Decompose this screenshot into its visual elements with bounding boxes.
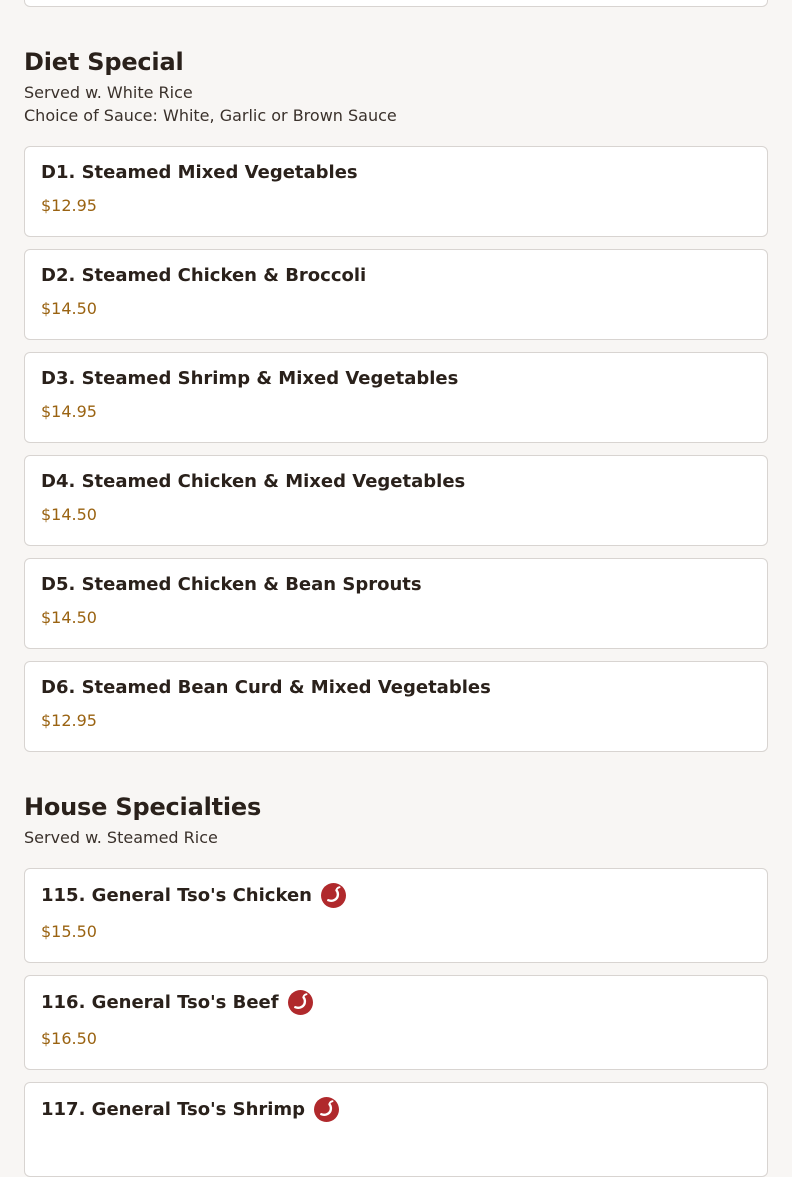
- spicy-pepper-icon: [314, 1097, 339, 1122]
- menu-item-card[interactable]: [24, 146, 768, 237]
- menu-item-card[interactable]: [24, 249, 768, 340]
- menu-item-card[interactable]: [24, 868, 768, 963]
- section-title: Diet Special: [24, 48, 184, 76]
- menu-item-card[interactable]: [24, 352, 768, 443]
- section-note: Choice of Sauce: White, Garlic or Brown Sauce: [24, 106, 397, 125]
- spicy-pepper-icon: [288, 990, 313, 1015]
- menu-item-name-row: [41, 883, 751, 908]
- section-note: Served w. Steamed Rice: [24, 828, 218, 847]
- menu-item-name: 117. General Tso's Shrimp: [41, 1098, 306, 1120]
- menu-item-price: $14.50: [41, 299, 97, 318]
- diet-special-section-header: [24, 47, 768, 127]
- menu-item-price: $15.50: [41, 922, 97, 941]
- menu-item-name: D3. Steamed Shrimp & Mixed Vegetables: [41, 368, 459, 389]
- menu-item-name: D5. Steamed Chicken & Bean Sprouts: [41, 574, 422, 595]
- menu-item-price: $16.50: [41, 1029, 97, 1048]
- menu-item-name: 116. General Tso's Beef: [41, 991, 279, 1013]
- section-title: House Specialties: [24, 793, 262, 821]
- menu-item-card[interactable]: [24, 455, 768, 546]
- menu-item-price: $14.95: [41, 402, 97, 421]
- spicy-pepper-icon: [321, 883, 346, 908]
- menu-item-card[interactable]: [24, 558, 768, 649]
- menu-item-card[interactable]: [24, 661, 768, 752]
- menu-item-price: $12.95: [41, 711, 97, 730]
- menu-item-name: D1. Steamed Mixed Vegetables: [41, 162, 358, 183]
- menu-item-name: D2. Steamed Chicken & Broccoli: [41, 265, 367, 286]
- menu-item-name-row: [41, 990, 751, 1015]
- menu-item-price: $14.50: [41, 505, 97, 524]
- menu-item-price: $14.50: [41, 608, 97, 627]
- menu-item-price: $12.95: [41, 196, 97, 215]
- previous-menu-item-card[interactable]: [24, 0, 768, 7]
- menu-item-name-row: [41, 1097, 751, 1122]
- house-specialties-section-header: [24, 792, 768, 849]
- menu-item-card[interactable]: [24, 1082, 768, 1177]
- menu-item-name: D4. Steamed Chicken & Mixed Vegetables: [41, 471, 466, 492]
- section-note: Served w. White Rice: [24, 83, 193, 102]
- menu-item-name: D6. Steamed Bean Curd & Mixed Vegetables: [41, 677, 491, 698]
- menu-item-name: 115. General Tso's Chicken: [41, 884, 312, 906]
- menu-item-card[interactable]: [24, 975, 768, 1070]
